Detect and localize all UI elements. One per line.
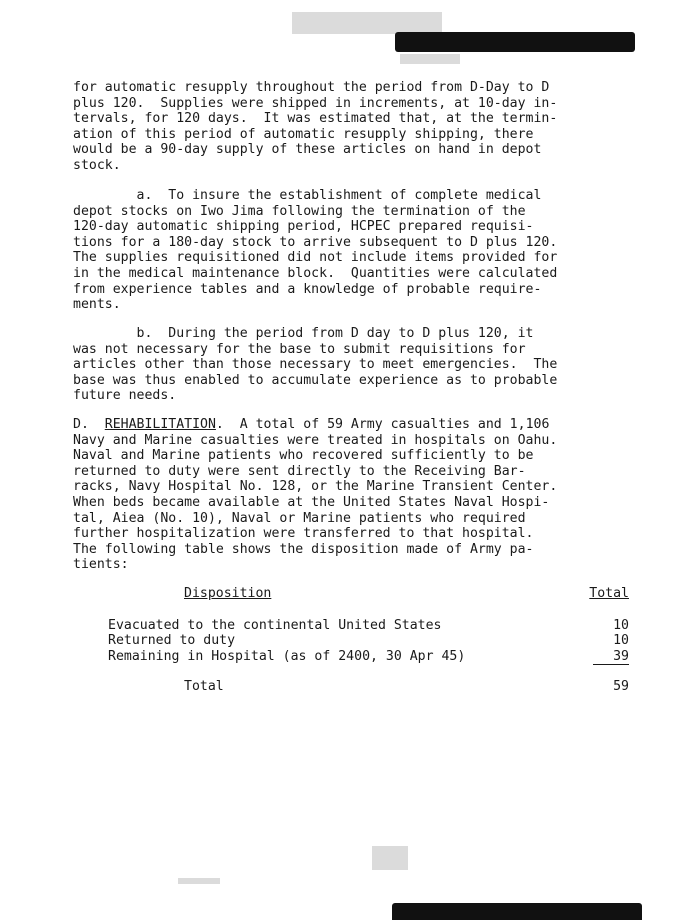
- table-total-row: [108, 679, 633, 695]
- section-letter: D.: [73, 417, 105, 432]
- section-d-first-line: . A total of 59 Army casualties and 1,106: [215, 417, 550, 432]
- stamp-smudge-bottom-left: [178, 878, 220, 884]
- stamp-smudge-bottom: [372, 846, 408, 870]
- section-heading: REHABILITATION: [104, 417, 216, 432]
- stamp-smudge-top-2: [400, 54, 460, 64]
- redaction-bar-top: [395, 32, 635, 52]
- stamp-smudge-top: [292, 12, 442, 34]
- table-row: [108, 649, 633, 665]
- table-header-row: [108, 586, 633, 602]
- column-header-total: Total: [589, 586, 629, 601]
- sum-rule: [593, 664, 629, 665]
- row-value: 10: [613, 633, 629, 649]
- row-label: Remaining in Hospital (as of 2400, 30 Apr 45): [108, 648, 466, 664]
- redaction-bar-bottom: [392, 903, 642, 920]
- row-label: Evacuated to the continental United States: [108, 617, 442, 633]
- paragraph-d: [73, 417, 653, 573]
- row-value: 10: [613, 617, 629, 633]
- paragraph-a: a. To insure the establishment of complete medical depot stocks on Iwo Jima following the termination of the 120-day automatic shipping period, HCPEC prepared requisi- tions for a 180-day stock to arrive subsequent to D plus 120. The supplies requisitioned did not include items provided for in the medical maintenance block. Quantities were calculated from experience tables and a knowledge of probable require- ments.: [73, 188, 558, 313]
- total-value: 59: [613, 679, 629, 695]
- row-value: 39: [613, 648, 629, 664]
- paragraph-resupply: for automatic resupply throughout the period from D-Day to D plus 120. Supplies were shipped in increments, at 10-day in- tervals, for 120 days. It was estimated that, at the termin- ation of this period of automatic resupply shipping, there would be a 90-day supply of these articles on hand in depot stock.: [73, 80, 558, 173]
- disposition-table: [108, 586, 633, 695]
- column-header-disposition: Disposition: [184, 586, 272, 601]
- table-row: [108, 633, 633, 649]
- section-d-body: Navy and Marine casualties were treated in hospitals on Oahu. Naval and Marine patients who recovered sufficiently to be returned to duty were sent directly to the Receiving Bar- racks, Navy Hospital No. 128, or the Marine Transient Center. When beds became available at the United States Naval Hospi- tal, Aiea (No. 10), Naval or Marine patients who required further hospitalization were transferred to that hospital. The following table shows the disposition made of Army pa- tients:: [73, 432, 558, 573]
- paragraph-b: b. During the period from D day to D plus 120, it was not necessary for the base to submit requisitions for articles other than those necessary to meet emergencies. The base was thus enabled to accumulate experience as to probable future needs.: [73, 326, 558, 404]
- total-label: Total: [184, 679, 224, 695]
- table-row: [108, 618, 633, 634]
- row-label: Returned to duty: [108, 633, 236, 649]
